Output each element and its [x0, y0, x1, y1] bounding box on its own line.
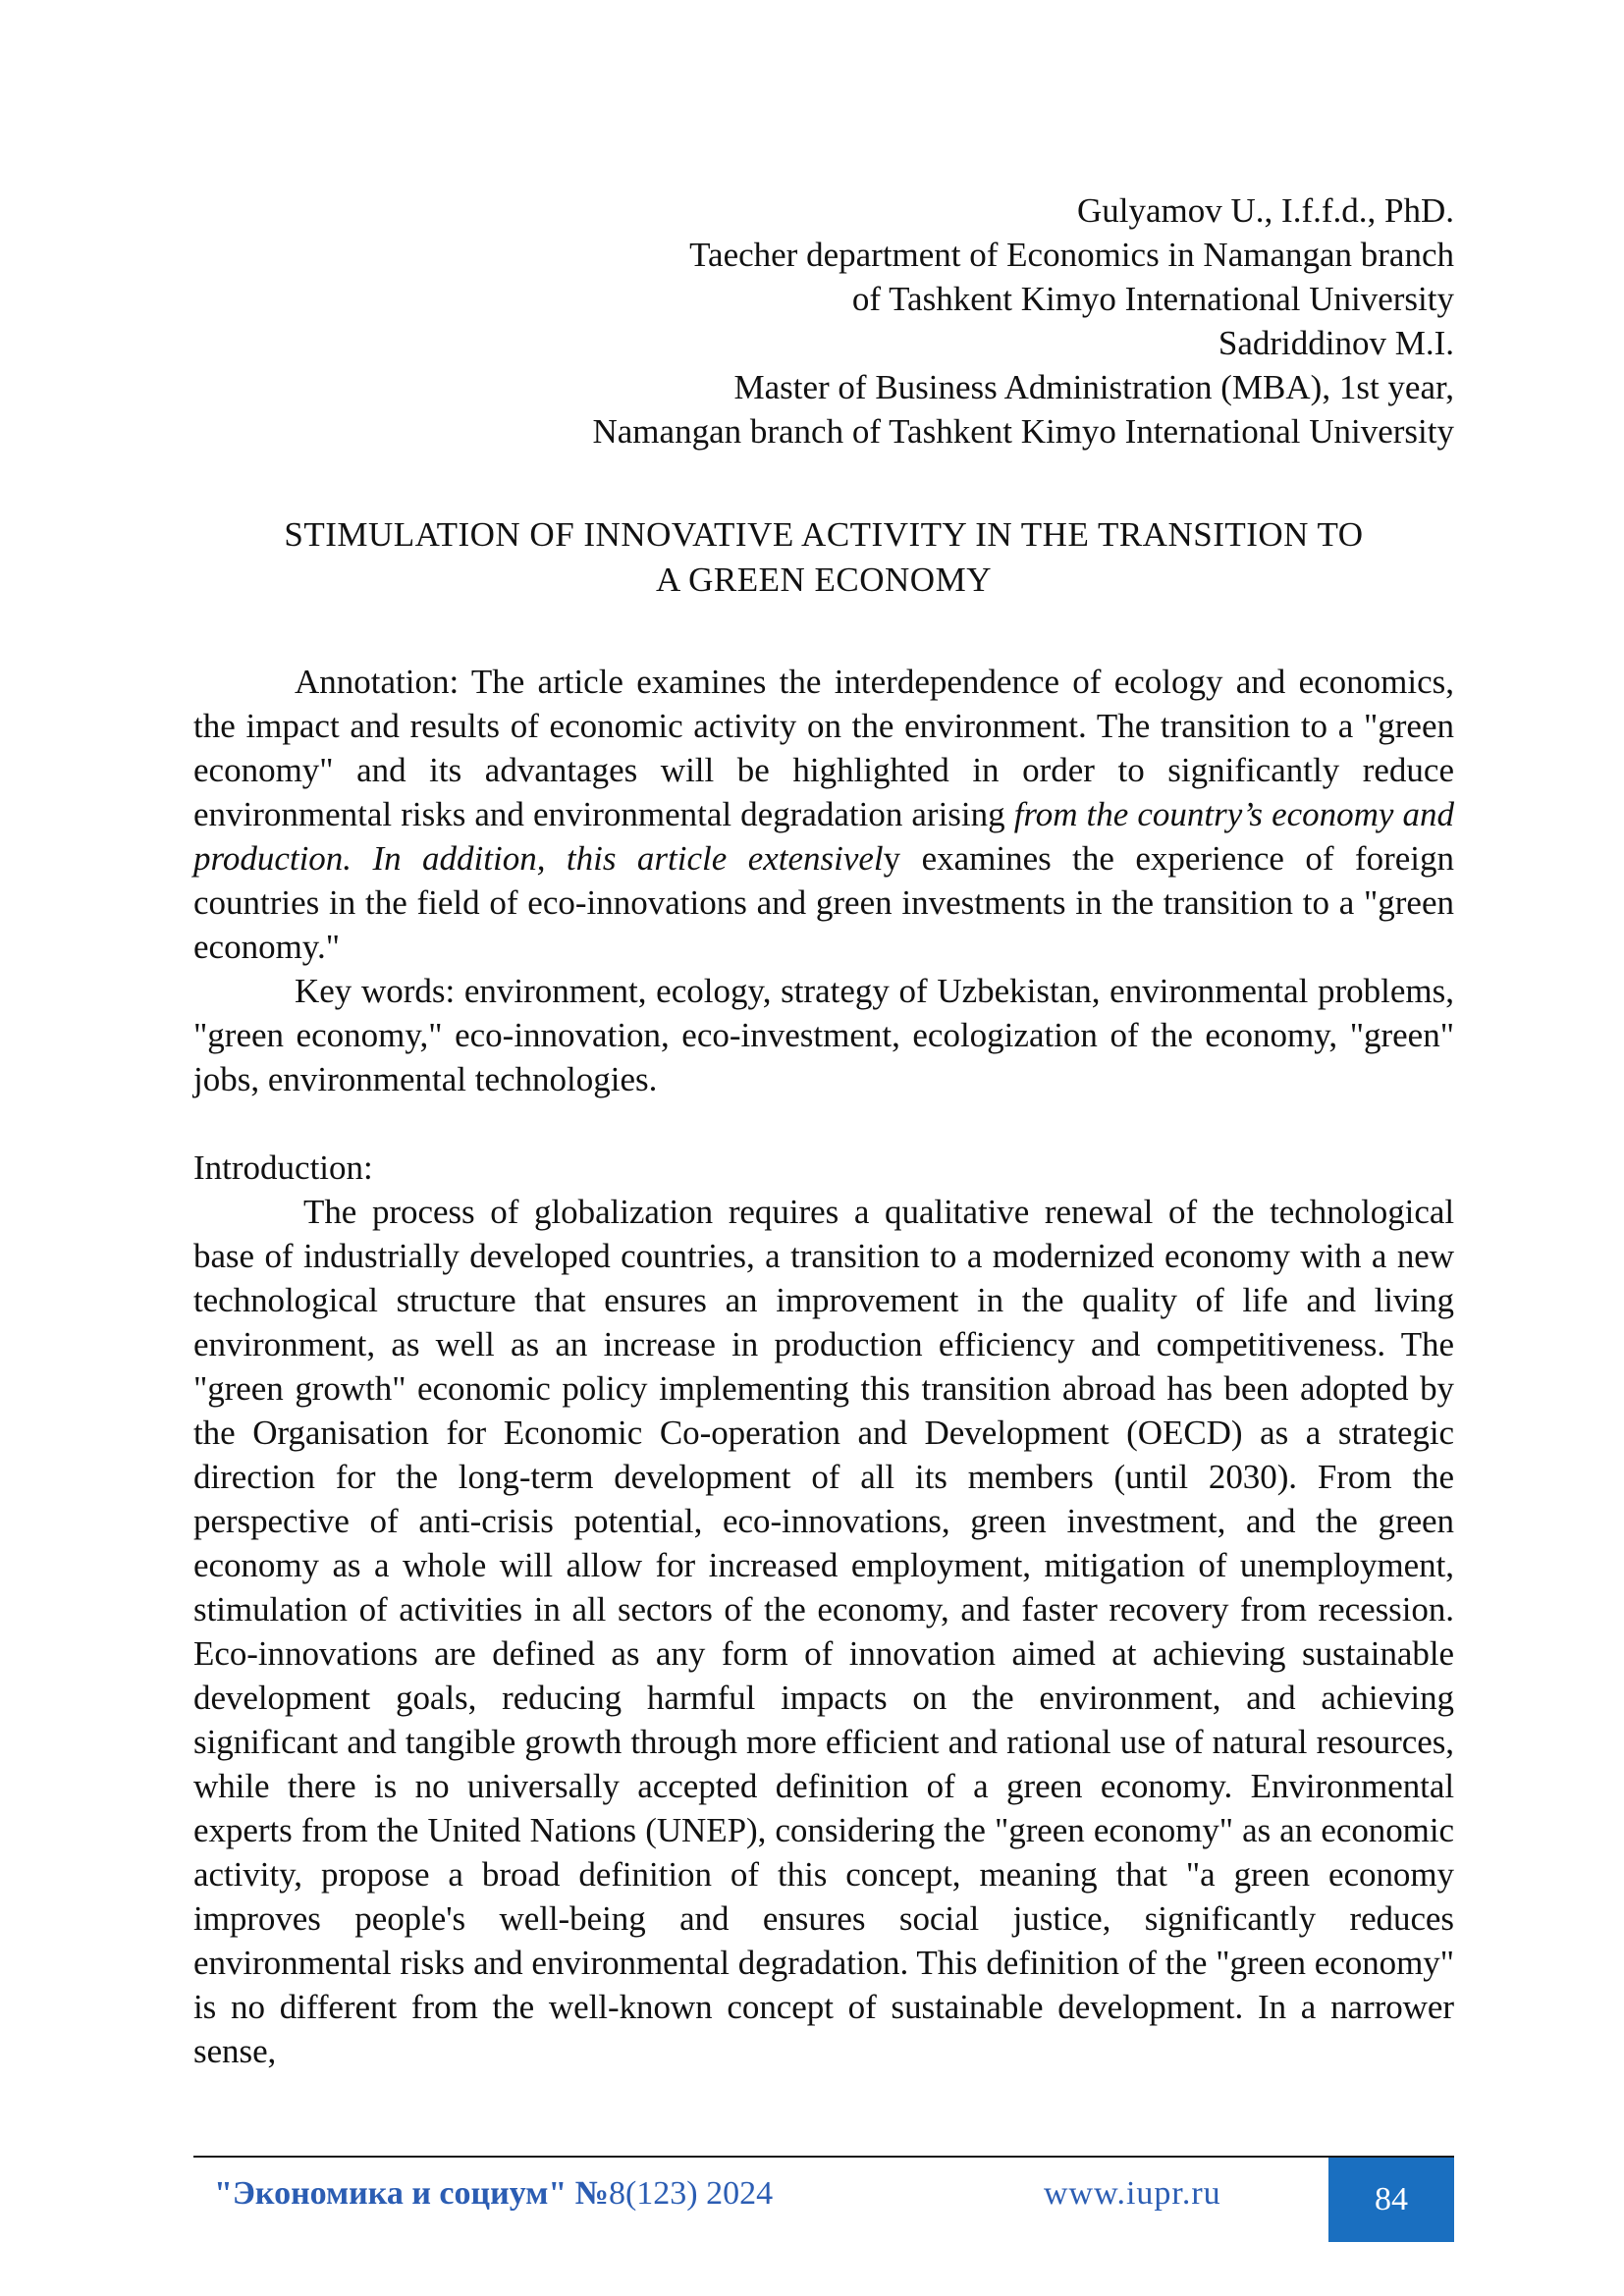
author-block	[193, 188, 1454, 454]
annotation-paragraph	[193, 660, 1454, 969]
title-line-2: A GREEN ECONOMY	[656, 561, 992, 599]
journal-website-link[interactable]: www.iupr.ru	[1044, 2175, 1221, 2212]
article-title	[193, 512, 1454, 603]
annotation-tail-text: y examines the experience of foreign countries in the field of eco-innovations and green investments in the transition to a "green economy."	[193, 839, 1454, 966]
author-line: Gulyamov U., I.f.f.d., PhD.	[1077, 191, 1454, 230]
introduction-paragraph: The process of globalization requires a qualitative renewal of the technological base of industrially developed countries, a transition to a modernized economy with a new technological structure that ensures an improvement in the quality of life and living environment, as well as an increase in production efficiency and competitiveness. The "green growth" economic policy implementing this transition abroad has been adopted by the Organisation for Economic Co-operation and Development (OECD) as a strategic direction for the long-term development of all its members (until 2030). From the perspective of anti-crisis potential, eco-innovations, green investment, and the green economy as a whole will allow for increased employment, mitigation of unemployment, stimulation of activities in all sectors of the economy, and faster recovery from recession. Eco-innovations are defined as any form of innovation aimed at achieving sustainable development goals, reducing harmful impacts on the environment, and achieving significant and tangible growth through more efficient and rational use of natural resources, while there is no universally accepted definition of a green economy. Environmental experts from the United Nations (UNEP), considering the "green economy" as an economic activity, propose a broad definition of this concept, meaning that "a green economy improves people's well-being and ensures social justice, significantly reduces environmental risks and environmental degradation. This definition of the "green economy" is no different from the well-known concept of sustainable development. In a narrower sense,	[193, 1193, 1454, 2070]
abstract-section	[193, 660, 1454, 1101]
introduction-heading: Introduction:	[193, 1148, 373, 1187]
annotation-text: Annotation: The article examines the interdependence of ecology and economics, the impact and results of economic activity on the environment. The transition to a "green economy" and its advantages will be highlighted in order to significantly reduce environmental risks and environmental degradation arising	[193, 663, 1454, 833]
annotation-italic-text: from the country’s economy and production. In addition, this article extensivel	[193, 795, 1454, 878]
footer-journal-info	[214, 2166, 773, 2221]
author-line: Master of Business Administration (MBA), 1st year,	[733, 368, 1454, 406]
author-line: Sadriddinov M.I.	[1218, 324, 1454, 362]
journal-name: "Экономика и социум" №	[214, 2175, 609, 2212]
footer-divider	[193, 2156, 1454, 2158]
keywords-paragraph: Key words: environment, ecology, strategy of Uzbekistan, environmental problems, "green economy," eco-innovation, eco-investment, ecologization of the economy, "green" jobs, environmental technologies.	[193, 972, 1454, 1098]
article-page	[193, 188, 1454, 2073]
title-line-1: STIMULATION OF INNOVATIVE ACTIVITY IN THE TRANSITION TO	[284, 515, 1364, 554]
page-number-badge: 84	[1328, 2158, 1454, 2242]
author-line: Taecher department of Economics in Namangan branch	[689, 236, 1454, 274]
journal-issue: 8(123) 2024	[608, 2175, 774, 2212]
author-line: Namangan branch of Tashkent Kimyo International University	[592, 412, 1454, 451]
author-line: of Tashkent Kimyo International University	[851, 280, 1454, 318]
